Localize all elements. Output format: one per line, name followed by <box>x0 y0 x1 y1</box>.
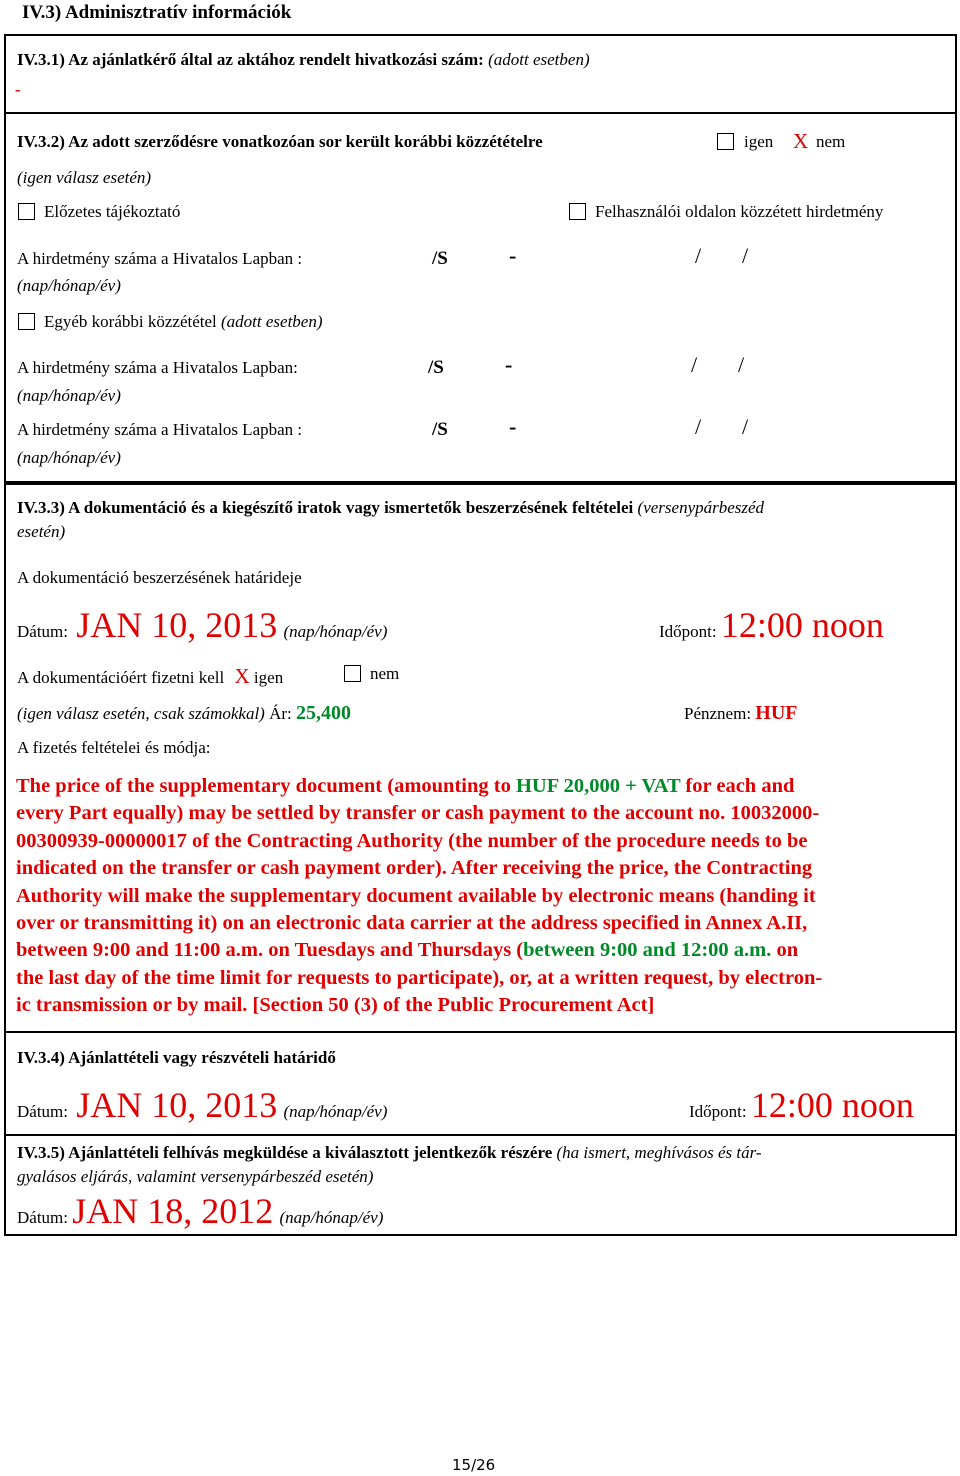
oj-dash: - <box>505 352 513 377</box>
date-value: JAN 18, 2012 <box>72 1191 274 1231</box>
s5-note-cont: gyalásos eljárás, valamint versenypárbeszéd esetén) <box>17 1167 374 1186</box>
terms-highlight: HUF 20,000 + VAT <box>515 775 681 797</box>
oj-number-label: A hirdetmény száma a Hivatalos Lapban: <box>17 358 298 377</box>
terms-text: The price of the supplementary document (amounting to <box>16 775 516 797</box>
time-label: Időpont: <box>689 1102 747 1121</box>
date-slash: / <box>691 352 698 377</box>
date-slash: / <box>742 243 749 268</box>
s4-date-row <box>17 1084 387 1126</box>
pay-yes-mark[interactable]: X <box>234 664 250 688</box>
oj-s-mark: /S <box>432 419 448 440</box>
s1-heading: IV.3.1) Az ajánlatkérő által az aktához rendelt hivatkozási szám: <box>17 50 484 69</box>
terms-line <box>16 800 941 827</box>
terms-text: indicated on the transfer or cash payment order). After receiving the price, the Contracting <box>16 857 813 880</box>
terms-text: between 9:00 and 11:00 a.m. on Tuesdays and Thursdays ( <box>16 939 524 962</box>
s3-heading: IV.3.3) A dokumentáció és a kiegészítő iratok vagy ismertetők beszerzésének feltételei <box>17 498 634 517</box>
date-label: Dátum: <box>17 1208 68 1227</box>
s4-time-row <box>689 1084 914 1126</box>
section-iv-3-1-box <box>4 34 957 114</box>
profile-notice-checkbox[interactable] <box>569 203 586 220</box>
terms-text: 00300939-00000017 of the Contracting Authority (the number of the procedure needs to be <box>16 829 808 852</box>
pay-label: A dokumentációért fizetni kell <box>17 668 225 687</box>
other-pub-note: (adott esetben) <box>221 312 323 331</box>
s3-heading-line <box>17 498 764 518</box>
pay-yes-label: igen <box>253 668 284 687</box>
s3-date-row <box>17 604 387 646</box>
terms-text: over or transmitting it) on an electronic data carrier at the address specified in Annex A.II, <box>16 912 808 935</box>
date-format-note: (nap/hónap/év) <box>283 622 388 641</box>
other-pub-line <box>44 312 323 332</box>
pay-no-label: nem <box>370 664 400 683</box>
terms-text: on <box>771 939 799 962</box>
date-format-note: (nap/hónap/év) <box>283 1102 388 1121</box>
s1-value: - <box>15 80 21 99</box>
date-value: JAN 10, 2013 <box>76 1085 278 1125</box>
currency-row <box>684 702 798 725</box>
terms-line <box>16 773 941 800</box>
oj-s-mark: /S <box>428 357 444 378</box>
deadline-label: A dokumentáció beszerzésének határideje <box>17 568 302 587</box>
currency-label: Pénznem: <box>684 704 752 723</box>
oj-s-mark: /S <box>432 248 448 269</box>
s5-heading: IV.3.5) Ajánlattételi felhívás megküldése a kiválasztott jelentkezők részére <box>17 1143 553 1162</box>
section-title: IV.3) Adminisztratív információk <box>22 2 292 23</box>
date-slash: / <box>695 414 702 439</box>
terms-text: ic transmission or by mail. [Section 50 (3) of the Public Procurement Act] <box>16 994 655 1017</box>
yes-label: igen <box>744 132 774 151</box>
profile-notice-label: Felhasználói oldalon közzétett hirdetmény <box>595 202 884 221</box>
date-slash: / <box>738 352 745 377</box>
time-value: 12:00 noon <box>720 605 884 645</box>
payment-terms-text <box>16 773 941 1020</box>
s4-heading: IV.3.4) Ajánlattételi vagy részvételi határidő <box>17 1048 336 1067</box>
other-pub-label: Egyéb korábbi közzététel <box>44 312 217 331</box>
date-label: Dátum: <box>17 622 68 641</box>
terms-text: Authority will make the supplementary document available by electronic means (handing it <box>16 884 816 907</box>
prior-info-checkbox[interactable] <box>18 203 35 220</box>
s5-heading-line <box>17 1143 762 1163</box>
terms-text: every Part equally) may be settled by transfer or cash payment to the account no. 10032000- <box>16 802 820 825</box>
date-slash: / <box>742 414 749 439</box>
page-number: 15/26 <box>452 1456 496 1474</box>
other-pub-checkbox[interactable] <box>18 313 35 330</box>
price-row <box>17 702 351 725</box>
time-value: 12:00 noon <box>750 1085 914 1125</box>
date-format-note: (nap/hónap/év) <box>279 1208 384 1227</box>
currency-value: HUF <box>755 702 798 724</box>
date-label: Dátum: <box>17 1102 68 1121</box>
terms-label: A fizetés feltételei és módja: <box>17 738 211 757</box>
time-label: Időpont: <box>659 622 717 641</box>
date-format-note: (nap/hónap/év) <box>17 276 121 295</box>
terms-line <box>16 937 941 964</box>
yes-case-note: (igen válasz esetén) <box>17 168 152 187</box>
s3-heading-note: (versenypárbeszéd <box>637 498 765 517</box>
oj-dash: - <box>509 414 517 439</box>
terms-highlight: between 9:00 and 12:00 a.m. <box>523 939 772 962</box>
s5-note: (ha ismert, meghívásos és tár- <box>556 1143 762 1162</box>
date-slash: / <box>695 243 702 268</box>
oj-number-label: A hirdetmény száma a Hivatalos Lapban : <box>17 420 303 439</box>
terms-text: for each and <box>680 775 795 797</box>
oj-number-label: A hirdetmény száma a Hivatalos Lapban : <box>17 249 303 268</box>
terms-line <box>16 910 941 937</box>
price-note: (igen válasz esetén, csak számokkal) <box>17 704 265 723</box>
s2-heading: IV.3.2) Az adott szerződésre vonatkozóan sor került korábbi közzétételre <box>17 132 543 151</box>
prior-info-label: Előzetes tájékoztató <box>44 202 181 221</box>
terms-line <box>16 883 941 910</box>
pay-row <box>17 664 283 689</box>
terms-line <box>16 828 941 855</box>
s1-note: (adott esetben) <box>488 50 590 69</box>
s5-date-row <box>17 1190 383 1232</box>
price-value: 25,400 <box>296 702 352 724</box>
no-label: nem <box>816 132 846 151</box>
s3-time-row <box>659 604 884 646</box>
date-value: JAN 10, 2013 <box>76 605 278 645</box>
price-label: Ár: <box>269 704 292 723</box>
terms-line <box>16 855 941 882</box>
date-format-note: (nap/hónap/év) <box>17 386 121 405</box>
pay-no-checkbox[interactable] <box>344 665 361 682</box>
terms-line <box>16 992 941 1019</box>
oj-dash: - <box>509 243 517 268</box>
date-format-note: (nap/hónap/év) <box>17 448 121 467</box>
terms-line <box>16 965 941 992</box>
no-mark[interactable]: X <box>793 129 809 153</box>
terms-text: the last day of the time limit for requests to participate), or, at a written request, by electron- <box>16 966 823 989</box>
yes-checkbox[interactable] <box>717 133 734 150</box>
s1-heading-line <box>17 50 590 70</box>
s3-heading-note-cont: esetén) <box>17 522 66 541</box>
